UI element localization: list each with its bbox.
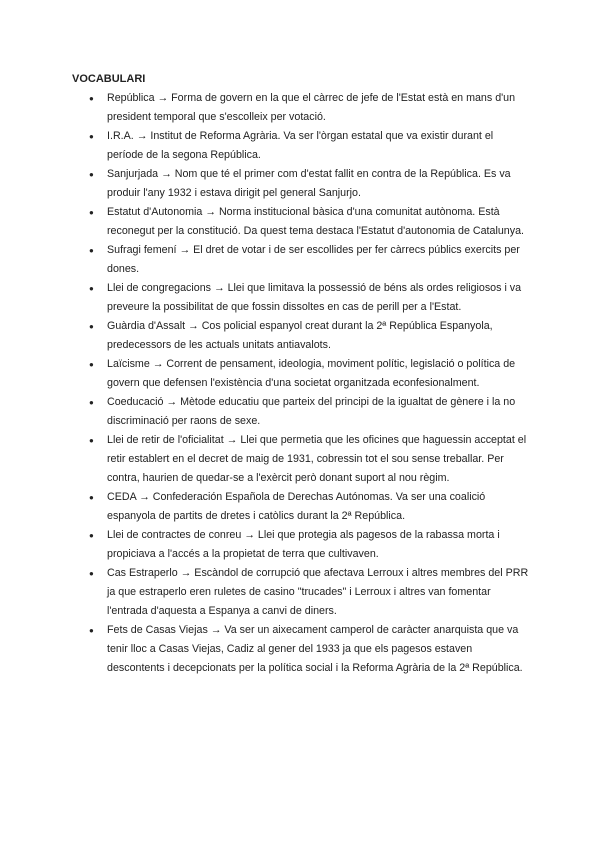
- item-text: CEDA → Confederación Española de Derechas Autónomas. Va ser una coalició espanyola de partits de dretes i catòlics durant la 2ª República.: [107, 491, 486, 522]
- bullet-icon: ●: [89, 398, 94, 407]
- bullet-icon: ●: [89, 531, 94, 540]
- list-item: [72, 127, 532, 165]
- document-page: [72, 72, 532, 678]
- bullet-icon: ●: [89, 569, 94, 578]
- item-text: Guàrdia d'Assalt → Cos policial espanyol creat durant la 2ª República Espanyola, predecessors de les actuals unitats antiavalots.: [107, 320, 493, 351]
- list-item: [72, 564, 532, 621]
- vocabulary-list: [72, 89, 532, 678]
- bullet-icon: ●: [89, 132, 94, 141]
- bullet-icon: ●: [89, 208, 94, 217]
- list-item: [72, 393, 532, 431]
- item-text: Llei de contractes de conreu → Llei que protegia als pagesos de la rabassa morta i propiciava a l'accés a la propietat de terra que cultivaven.: [107, 529, 500, 560]
- item-text: Fets de Casas Viejas → Va ser un aixecament camperol de caràcter anarquista que va tenir lloc a Casas Viejas, Cadiz al gener del 1933 ja que els pagesos estaven descontents i decepcionats per la política social i la Reforma Agrària de la 2ª República.: [107, 624, 523, 674]
- list-item: [72, 488, 532, 526]
- item-text: Coeducació → Mètode educatiu que parteix del principi de la igualtat de gènere i la no discriminació per raons de sexe.: [107, 396, 516, 427]
- bullet-icon: ●: [89, 284, 94, 293]
- item-text: Sanjurjada → Nom que té el primer com d'estat fallit en contra de la República. Es va produir l'any 1932 i estava dirigit pel general Sanjurjo.: [107, 168, 511, 199]
- bullet-icon: ●: [89, 360, 94, 369]
- item-text: Sufragi femení → El dret de votar i de ser escollides per fer càrrecs públics exercits per dones.: [107, 244, 520, 275]
- bullet-icon: ●: [89, 94, 94, 103]
- list-item: [72, 203, 532, 241]
- list-item: [72, 241, 532, 279]
- item-text: I.R.A. → Institut de Reforma Agrària. Va ser l'òrgan estatal que va existir durant el període de la segona República.: [107, 130, 494, 161]
- bullet-icon: ●: [89, 626, 94, 635]
- bullet-icon: ●: [89, 493, 94, 502]
- document-title: VOCABULARI: [72, 73, 146, 85]
- item-text: Llei de retir de l'oficialitat → Llei que permetia que les oficines que haguessin acceptat el retir establert en el decret de maig de 1931, cobressin tot el sou sense treballar. Per contra, haurien de quedar-se a l'exèrcit però donant suport al nou règim.: [107, 434, 527, 484]
- list-item: [72, 165, 532, 203]
- list-item: [72, 355, 532, 393]
- item-text: Cas Estraperlo → Escàndol de corrupció que afectava Lerroux i altres membres del PRR ja que estraperlo eren ruletes de casino "trucades" i Lerroux i altres van fomentar l'entrada d'aquesta a Espanya a canvi de diners.: [107, 567, 529, 617]
- item-text: República → Forma de govern en la que el càrrec de jefe de l'Estat està en mans d'un president temporal que s'escolleix per votació.: [107, 92, 516, 123]
- list-item: [72, 89, 532, 127]
- list-item: [72, 431, 532, 488]
- bullet-icon: ●: [89, 170, 94, 179]
- list-item: [72, 317, 532, 355]
- bullet-icon: ●: [89, 436, 94, 445]
- list-item: [72, 621, 532, 678]
- list-item: [72, 526, 532, 564]
- bullet-icon: ●: [89, 246, 94, 255]
- item-text: Laïcisme → Corrent de pensament, ideologia, moviment polític, legislació o política de govern que defensen l'existència d'una societat organitzada econfesionalment.: [107, 358, 516, 389]
- list-item: [72, 279, 532, 317]
- item-text: Estatut d'Autonomia → Norma institucional bàsica d'una comunitat autònoma. Està reconegut per la constitució. Da quest tema destaca l'Estatut d'autonomia de Catalunya.: [107, 206, 524, 237]
- bullet-icon: ●: [89, 322, 94, 331]
- item-text: Llei de congregacions → Llei que limitava la possessió de béns als ordes religiosos i va preveure la possibilitat de que fossin dissoltes en cas de perill per a l'Estat.: [107, 282, 522, 313]
